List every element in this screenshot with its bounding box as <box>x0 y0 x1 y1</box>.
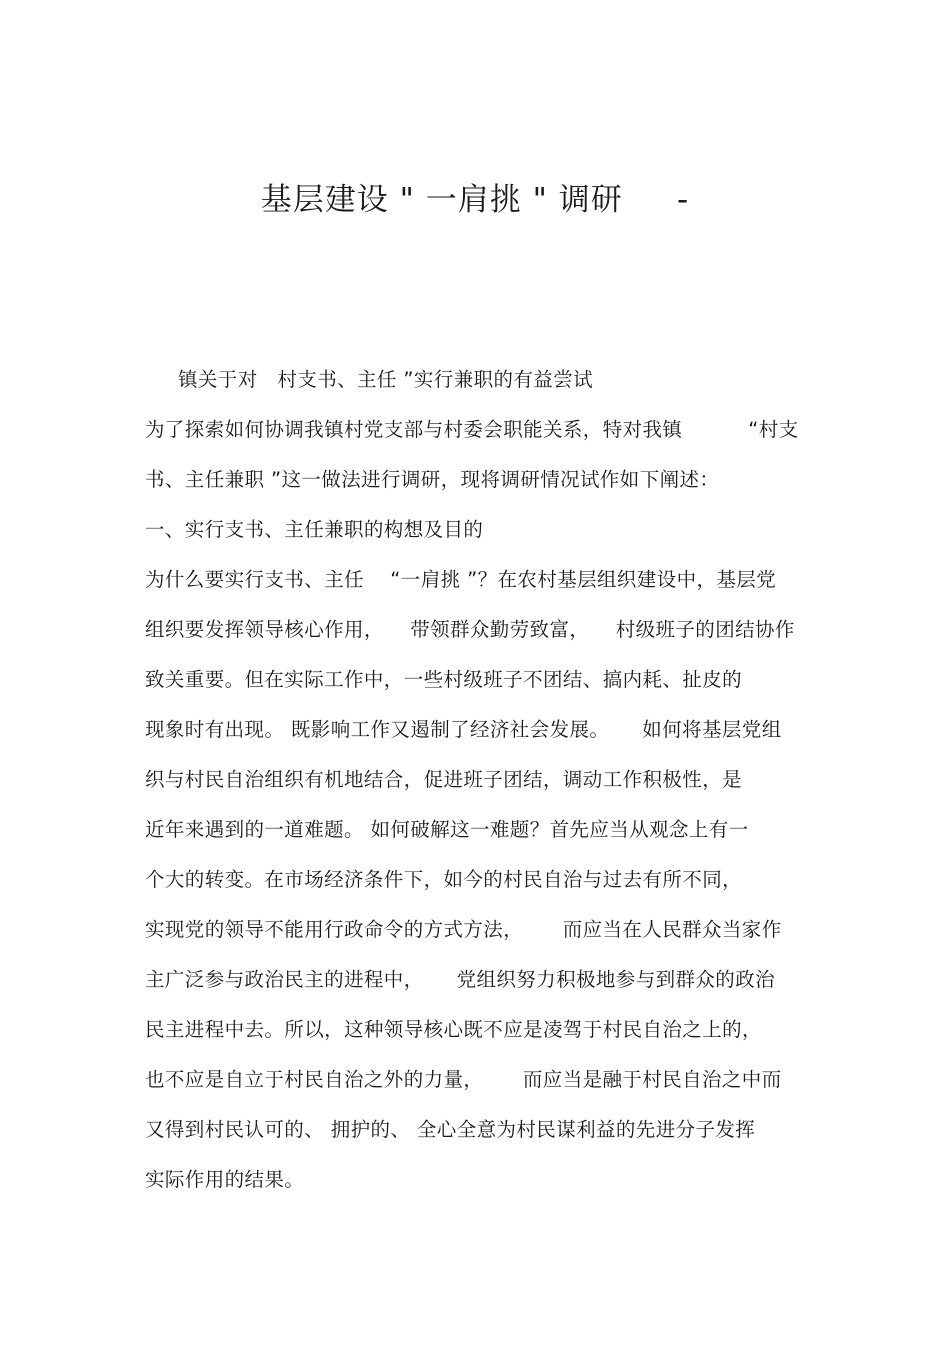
paragraph-line: 近年来遇到的一道难题。 如何破解这一难题？首先应当从观念上有一 <box>145 818 749 841</box>
paragraph-line: 主广泛参与政治民主的进程中， 党组织努力积极地参与到群众的政治 <box>145 968 775 991</box>
document-title: 基层建设 " 一肩挑 " 调研 - <box>260 182 690 218</box>
paragraph-line: 书、主任兼职 ”这一做法进行调研，现将调研情况试作如下阐述： <box>145 468 720 491</box>
paragraph-line: 又得到村民认可的、 拥护的、 全心全意为村民谋利益的先进分子发挥 <box>145 1118 756 1141</box>
paragraph-line: 组织要发挥领导核心作用， 带领群众勤劳致富， 村级班子的团结协作 <box>145 618 795 641</box>
paragraph-line: 镇关于对 村支书、主任 ”实行兼职的有益尝试 <box>145 368 593 391</box>
paragraph-line: 为了探索如何协调我镇村党支部与村委会职能关系，特对我镇 “村支 <box>145 418 799 441</box>
paragraph-line: 实现党的领导不能用行政命令的方式方法， 而应当在人民群众当家作 <box>145 918 782 941</box>
paragraph-line: 也不应是自立于村民自治之外的力量， 而应当是融于村民自治之中而 <box>145 1068 782 1091</box>
paragraph-line: 实际作用的结果。 <box>145 1168 305 1191</box>
section-heading: 一、实行支书、主任兼职的构想及目的 <box>145 518 484 541</box>
paragraph-line: 民主进程中去。所以，这种领导核心既不应是凌驾于村民自治之上的， <box>145 1018 762 1041</box>
paragraph-line: 为什么要实行支书、主任 “一肩挑 ”？在农村基层组织建设中，基层党 <box>145 568 777 591</box>
paragraph-line: 现象时有出现。 既影响工作又遏制了经济社会发展。 如何将基层党组 <box>145 718 782 741</box>
paragraph-line: 致关重要。但在实际工作中，一些村级班子不团结、搞内耗、扯皮的 <box>145 668 743 691</box>
paragraph-line: 个大的转变。在市场经济条件下，如今的村民自治与过去有所不同， <box>145 868 743 891</box>
paragraph-line: 织与村民自治组织有机地结合，促进班子团结，调动工作积极性，是 <box>145 768 743 791</box>
